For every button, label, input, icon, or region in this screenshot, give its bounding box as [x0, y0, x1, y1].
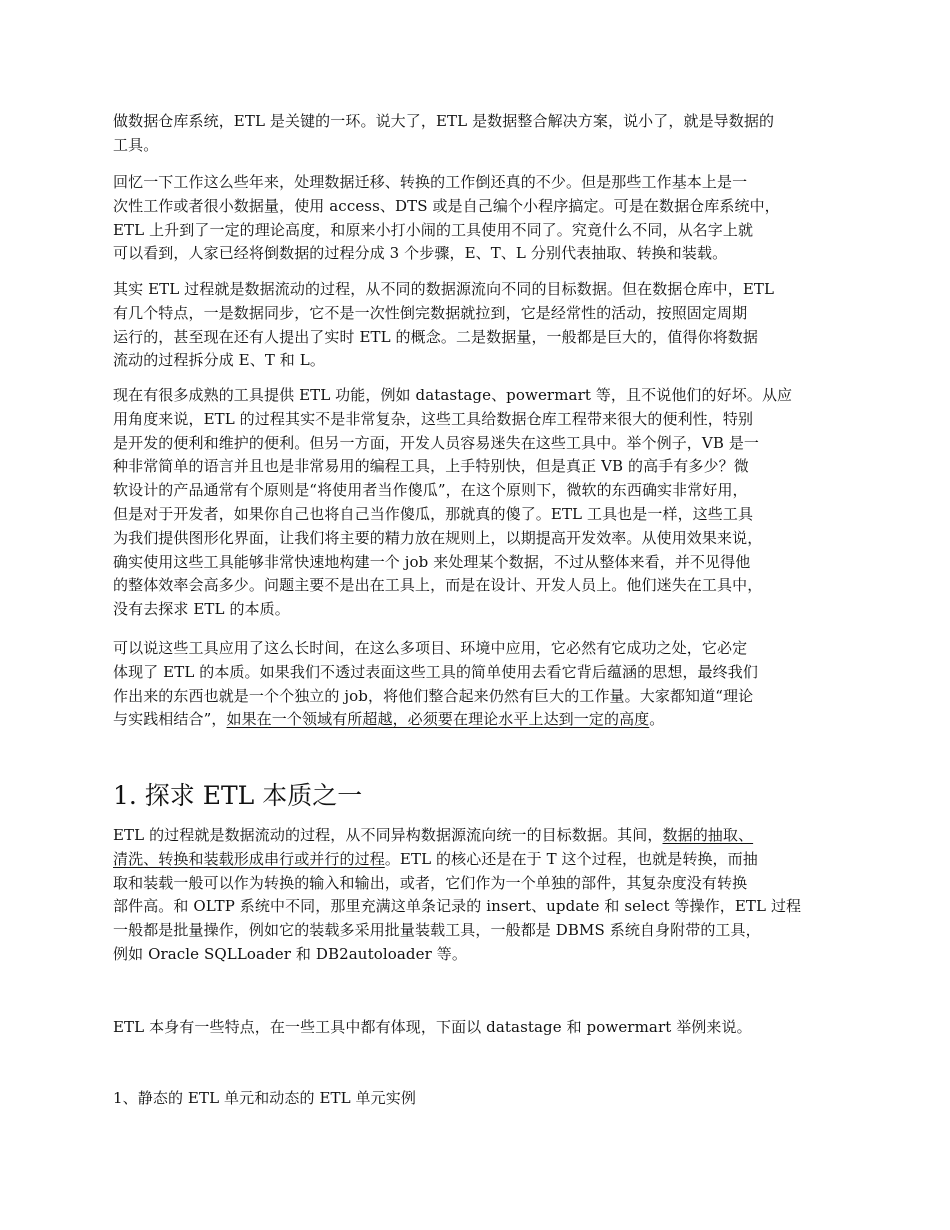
- paragraph: [113, 110, 853, 158]
- text-segment: 确实使用这些工具能够非常快速地构建一个 job 来处理某个数据，不过从整体来看，并不见得他: [113, 552, 751, 571]
- text-line: [113, 1087, 853, 1111]
- paragraph: [113, 278, 853, 373]
- paragraph: [113, 637, 853, 732]
- text-segment: 但是对于开发者，如果你自己也将自己当作傻瓜，那就真的傻了。ETL 工具也是一样，这些工具: [113, 504, 754, 523]
- text-line: [113, 326, 853, 350]
- text-segment: 。ETL 的核心还是在于 T 这个过程，也就是转换，而抽: [384, 849, 758, 868]
- text-segment: 次性工作或者很小数据量，使用 access、DTS 或是自己编个小程序搞定。可是在数据仓库系统中，: [113, 196, 780, 215]
- text-line: [113, 384, 853, 408]
- text-line: [113, 278, 853, 302]
- text-segment: 回忆一下工作这么些年来，处理数据迁移、转换的工作倒还真的不少。但是那些工作基本上是一: [113, 173, 748, 191]
- text-segment: 流动的过程拆分成 E、T 和 L。: [113, 351, 325, 370]
- text-segment: 工具。: [113, 135, 159, 154]
- text-segment: 为我们提供图形化界面，让我们将主要的精力放在规则上，以期提高开发效率。从使用效果来说，: [113, 528, 763, 547]
- text-segment: 与实践相结合”，: [113, 710, 227, 729]
- text-line: [113, 171, 853, 195]
- underlined-text: 数据的抽取、: [662, 826, 754, 844]
- text-line: [113, 824, 853, 848]
- text-line: [113, 527, 853, 551]
- text-segment: 软设计的产品通常有个原则是“将使用者当作傻瓜”，在这个原则下，微软的东西确实非常好用，: [113, 481, 748, 500]
- text-line: [113, 551, 853, 575]
- text-line: [113, 242, 853, 266]
- text-line: [113, 408, 853, 432]
- text-segment: 可以说这些工具应用了这么长时间，在这么多项目、环境中应用，它必然有它成功之处，它必定: [113, 639, 748, 657]
- text-segment: 现在有很多成熟的工具提供 ETL 功能，例如 datastage、powermart 等，且不说他们的好坏。从应: [113, 386, 793, 404]
- text-segment: ETL 上升到了一定的理论高度，和原来小打小闹的工具使用不同了。究竟什么不同，从名字上就: [113, 220, 754, 239]
- text-line: [113, 637, 853, 661]
- text-line: [113, 848, 853, 872]
- text-line: [113, 195, 853, 219]
- text-segment: 的整体效率会高多少。问题主要不是出在工具上，而是在设计、开发人员上。他们迷失在工具中，: [113, 576, 763, 595]
- paragraph: [113, 824, 853, 967]
- text-line: [113, 919, 853, 943]
- text-segment: 部件高。和 OLTP 系统中不同，那里充满这单条记录的 insert、update 和 select 等操作，ETL 过程: [113, 897, 802, 916]
- text-line: [113, 574, 853, 598]
- text-segment: 一般都是批量操作，例如它的装载多采用批量装载工具，一般都是 DBMS 系统自身附带的工具，: [113, 921, 761, 940]
- text-segment: 可以看到，人家已经将倒数据的过程分成 3 个步骤，E、T、L 分别代表抽取、转换和装载。: [113, 244, 728, 263]
- text-segment: ETL 本身有一些特点，在一些工具中都有体现，下面以 datastage 和 powermart 举例来说。: [113, 1018, 752, 1036]
- text-line: [113, 943, 853, 967]
- text-segment: 体现了 ETL 的本质。如果我们不透过表面这些工具的简单使用去看它背后蕴涵的思想，最终我们: [113, 662, 758, 681]
- text-segment: 运行的，甚至现在还有人提出了实时 ETL 的概念。二是数据量，一般都是巨大的，值得你将数据: [113, 327, 758, 346]
- text-line: [113, 503, 853, 527]
- text-line: [113, 219, 853, 243]
- text-line: [113, 685, 853, 709]
- text-line: [113, 110, 853, 134]
- paragraph: [113, 1016, 853, 1040]
- text-line: [113, 661, 853, 685]
- paragraph: [113, 384, 853, 622]
- text-line: [113, 872, 853, 896]
- text-segment: 做数据仓库系统，ETL 是关键的一环。说大了，ETL 是数据整合解决方案，说小了，就是导数据的: [113, 112, 775, 130]
- text-segment: 作出来的东西也就是一个个独立的 job，将他们整合起来仍然有巨大的工作量。大家都知道“理论: [113, 686, 754, 705]
- text-segment: ETL 的过程就是数据流动的过程，从不同异构数据源流向统一的目标数据。其间，: [113, 826, 663, 844]
- text-line: [113, 895, 853, 919]
- text-line: [113, 349, 853, 373]
- text-segment: 没有去探求 ETL 的本质。: [113, 600, 290, 619]
- text-line: [113, 708, 853, 732]
- text-line: [113, 479, 853, 503]
- paragraph: [113, 171, 853, 266]
- text-segment: 是开发的便利和维护的便利。但另一方面，开发人员容易迷失在这些工具中。举个例子，VB 是一: [113, 433, 760, 452]
- text-segment: 1、静态的 ETL 单元和动态的 ETL 单元实例: [113, 1089, 416, 1107]
- underlined-text: 如果在一个领域有所超越，必须要在理论水平上达到一定的高度: [226, 710, 650, 729]
- underlined-text: 清洗、转换和装载形成串行或并行的过程: [113, 849, 385, 868]
- text-segment: 。: [649, 710, 665, 729]
- text-segment: 其实 ETL 过程就是数据流动的过程，从不同的数据源流向不同的目标数据。但在数据仓库中，ETL: [113, 280, 775, 298]
- text-line: [113, 432, 853, 456]
- text-line: [113, 302, 853, 326]
- text-segment: 种非常简单的语言并且也是非常易用的编程工具，上手特别快，但是真正 VB 的高手有多少？微: [113, 457, 749, 476]
- paragraph: [113, 1087, 853, 1111]
- section-heading: 1. 探求 ETL 本质之一: [113, 781, 363, 810]
- text-segment: 例如 Oracle SQLLoader 和 DB2autoloader 等。: [113, 944, 467, 963]
- text-segment: 有几个特点，一是数据同步，它不是一次性倒完数据就拉到，它是经常性的活动，按照固定周期: [113, 303, 748, 322]
- text-segment: 取和装载一般可以作为转换的输入和输出，或者，它们作为一个单独的部件，其复杂度没有转换: [113, 873, 748, 892]
- text-segment: 用角度来说，ETL 的过程其实不是非常复杂，这些工具给数据仓库工程带来很大的便利性，特别: [113, 409, 754, 428]
- text-line: [113, 598, 853, 622]
- text-line: [113, 134, 853, 158]
- text-line: [113, 1016, 853, 1040]
- text-line: [113, 455, 853, 479]
